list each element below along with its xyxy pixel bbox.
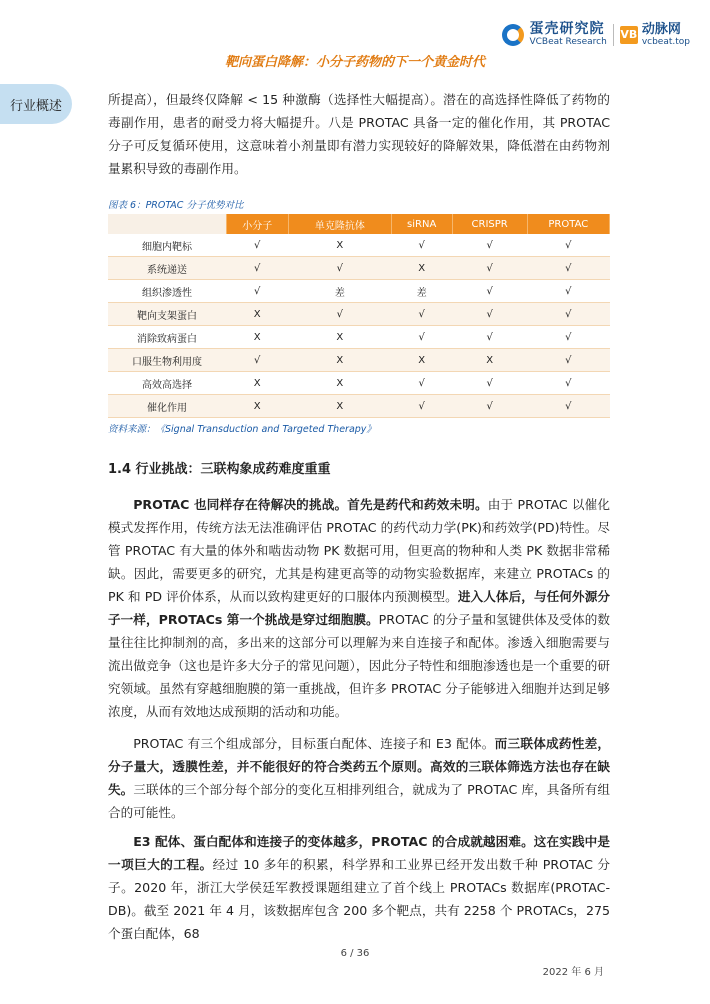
paragraph-3-text-1: 经过 10 多年的积累，科学界和工业界已经开发出数千种 PROTAC 分子。2020 年，浙江大学侯廷军教授课题组建立了首个线上 PROTACs 数据库(PROTAC-DB)。截至 2021 年 4 月，该数据库包含 200 多个靶点，共有 2258 个 PROTACs，275 个蛋白配体，68 [108,857,610,941]
intro-block [108,88,610,180]
table-cell: √ [391,303,452,326]
table-row [108,395,610,418]
paragraph-1 [108,493,610,723]
paragraph-2-bold-1: 而三联体成药性差，分子量大，透膜性差，并不能很好的符合类药五个原则。高效的三联体筛选方法也存在缺失。 [108,736,611,797]
table-cell: 差 [288,280,391,303]
section-side-tab: 行业概述 [0,84,72,124]
table-body [108,234,610,418]
paragraph-1-bold-1: PROTAC 也同样存在待解决的挑战。首先是药代和药效未明。 [133,497,488,512]
table-header-row [108,214,610,234]
table-cell: √ [391,326,452,349]
table-cell: √ [452,326,527,349]
paragraph-2 [108,732,610,824]
table-cell: √ [226,234,288,257]
logo-divider [613,24,614,46]
paragraph-2-text-1: PROTAC 有三个组成部分，目标蛋白配体、连接子和 E3 配体。 [133,736,495,751]
table-cell: √ [452,280,527,303]
intro-paragraph: 所提高），但最终仅降解 < 15 种激酶（选择性大幅提高）。潜在的高选择性降低了药物的毒副作用，患者的耐受力将大幅提升。八是 PROTAC 具备一定的催化作用，其 PROTAC 分子可反复循环使用，这意味着小剂量即有潜力实现较好的降解效果，降低潜在由药物剂量累积导致的毒副作用。 [108,92,610,176]
paragraph-1-text-2: PROTAC 的分子量和氢键供体及受体的数量往往比抑制剂的高，多出来的这部分可以理解为来自连接子和配体。渗透入细胞需要与流出做竞争（这也是许多大分子的常见问题），因此分子特性和细胞渗透也是一个重要的研究领域。虽然有穿越细胞膜的第一重挑战，但许多 PROTAC 分子能够进入细胞并达到足够浓度，从而有效地达成预期的活动和功能。 [108,612,610,719]
table-cell: X [452,349,527,372]
table-row-label: 组织渗透性 [108,280,226,303]
table-row [108,303,610,326]
vb-en-text: vcbeat.top [641,36,690,47]
figure-source: 资料来源：《Signal Transduction and Targeted Therapy》 [108,424,376,435]
table-cell: √ [226,280,288,303]
table-cell: √ [452,234,527,257]
logo-cn-text: 蛋壳研究院 [529,21,605,37]
table-cell: X [288,326,391,349]
table-header-cell: CRISPR [452,214,527,234]
table-cell: √ [452,303,527,326]
table-cell: √ [527,395,609,418]
table-cell: X [288,349,391,372]
table-cell: √ [527,372,609,395]
table-cell: √ [226,257,288,280]
paragraph-1-bold-2: 进入人体后，与任何外源分子一样，PROTACs 第一个挑战是穿过细胞膜。 [108,589,611,627]
table-cell: √ [452,395,527,418]
table-cell: X [288,372,391,395]
table-header-cell: 小分子 [226,214,288,234]
page-number: 6 / 36 [340,948,370,959]
table-cell: √ [288,303,391,326]
table-cell: √ [527,257,609,280]
table-row-label: 靶向支架蛋白 [108,303,226,326]
table-cell: X [226,326,288,349]
logo-en-text: VCBeat Research [529,37,607,47]
table-row-label: 消除致病蛋白 [108,326,226,349]
vb-cn-text: 动脉网 [641,21,681,37]
table-row-label: 细胞内靶标 [108,234,226,257]
table-cell: √ [527,326,609,349]
table-cell: √ [527,234,609,257]
table-cell: 差 [391,280,452,303]
table-cell: √ [527,303,609,326]
table-header-cell: 单克隆抗体 [288,214,391,234]
table-row [108,280,610,303]
table-row-label: 系统递送 [108,257,226,280]
table-cell: √ [527,280,609,303]
table-cell: √ [452,257,527,280]
table-cell: X [226,303,288,326]
table-cell: √ [288,257,391,280]
table-cell: X [226,372,288,395]
table-row [108,234,610,257]
vb-logo-icon: VB [620,26,638,44]
table-row [108,326,610,349]
table-cell: X [288,395,391,418]
table-header-cell: PROTAC [527,214,609,234]
table-cell: √ [527,349,609,372]
table-cell: √ [452,372,527,395]
footer-date: 2022 年 6 月 [542,967,604,978]
paragraph-1-block [108,493,610,723]
table-cell: X [226,395,288,418]
document-title: 靶向蛋白降解：小分子药物的下一个黄金时代 [224,55,485,70]
table-row [108,257,610,280]
table-row [108,349,610,372]
table-header-cell: siRNA [391,214,452,234]
table-cell: √ [226,349,288,372]
figure-caption: 图表 6：PROTAC 分子优势对比 [108,200,244,211]
table-row-label: 口服生物利用度 [108,349,226,372]
header-logos [502,22,690,47]
table-row-label: 催化作用 [108,395,226,418]
comparison-table [108,214,610,418]
vcbeat-logo [642,23,690,47]
table-cell: √ [391,234,452,257]
paragraph-1-text-1: 由于 PROTAC 以催化模式发挥作用，传统方法无法准确评估 PROTAC 的药代动力学(PK)和药效学(PD)特性。尽管 PROTAC 有大量的体外和啮齿动物 PK 数据可用，但更高的物种和人类 PK 数据非常稀缺。因此，需要更多的研究，尤其是构建更高等的动物实验数据库，来建立 PROTACs 的 PK 和 PD 评价体系，从而以致构建更好的口服体内预测模型。 [108,497,610,604]
table-cell: √ [391,395,452,418]
paragraph-3-bold-1: E3 配体、蛋白配体和连接子的变体越多，PROTAC 的合成就越困难。这在实践中是一项巨大的工程。 [108,834,610,872]
table-cell: X [391,257,452,280]
table-cell: √ [391,372,452,395]
vcbeat-research-logo-icon [502,24,524,46]
table-cell: X [288,234,391,257]
vcbeat-research-logo [529,22,606,47]
section-heading: 1.4 行业挑战：三联构象成药难度重重 [108,462,331,477]
table-row [108,372,610,395]
table-header-cell [108,214,226,234]
paragraph-3 [108,830,610,945]
paragraph-3-block [108,830,610,945]
paragraph-2-text-2: 三联体的三个部分每个部分的变化互相排列组合，就成为了 PROTAC 库，具备所有组合的可能性。 [108,782,610,820]
table-row-label: 高效高选择 [108,372,226,395]
table-cell: X [391,349,452,372]
paragraph-2-block [108,732,610,824]
